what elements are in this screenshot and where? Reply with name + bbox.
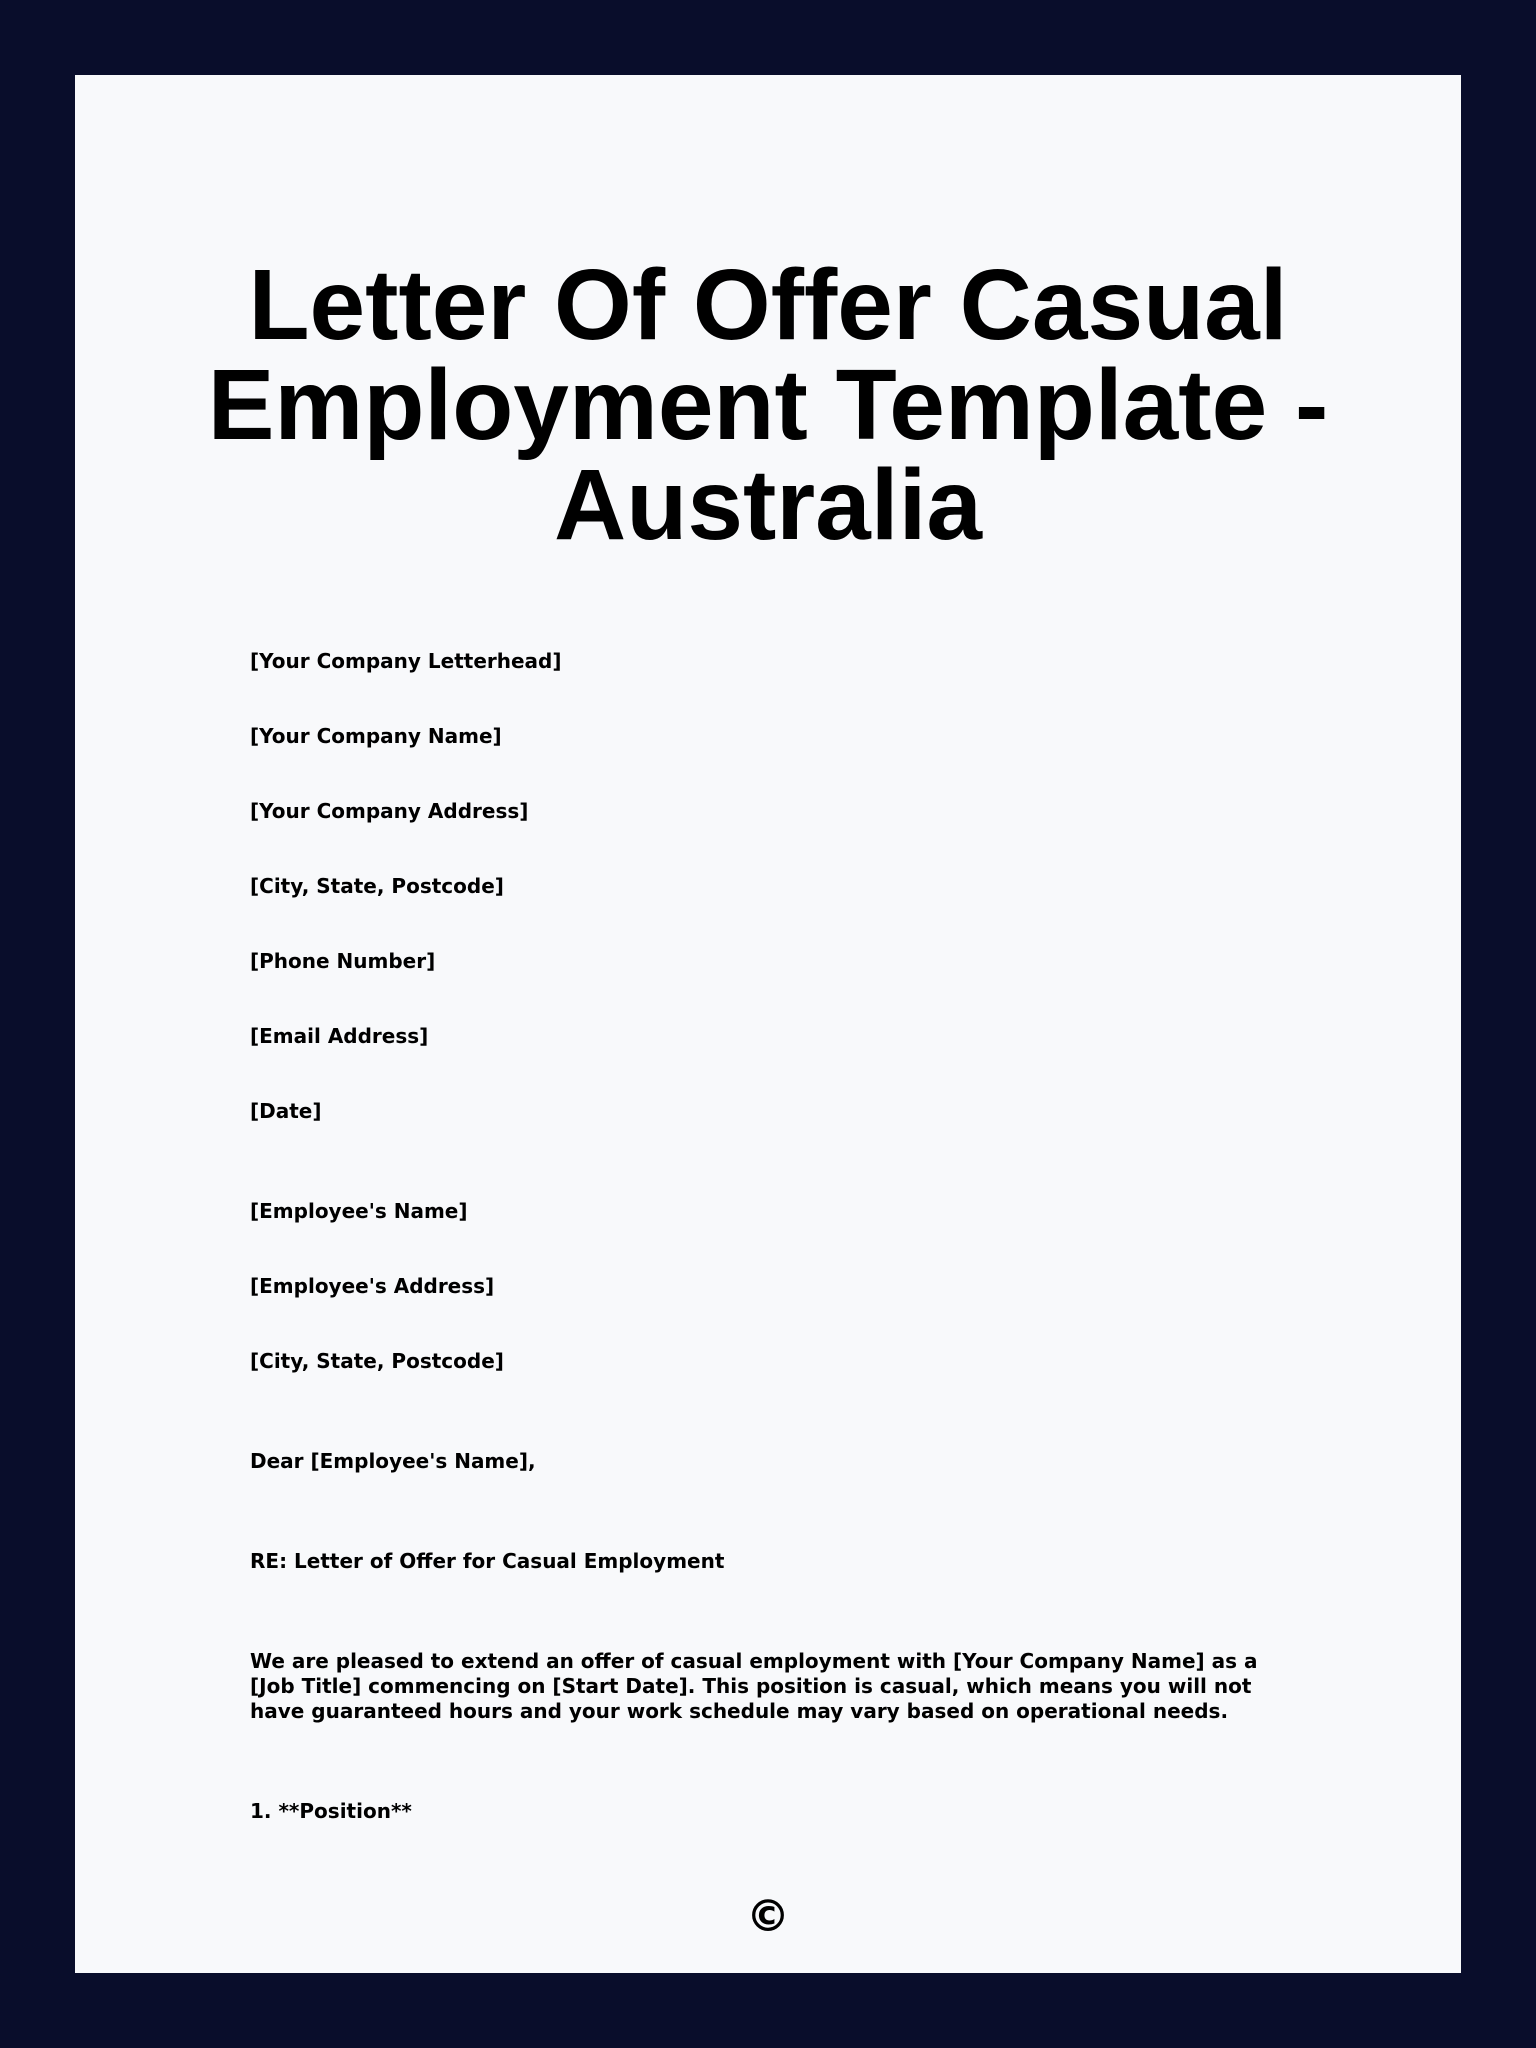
employee-city-state-postcode: [City, State, Postcode] <box>250 1349 504 1373</box>
letter-date: [Date] <box>250 1099 322 1123</box>
employee-address: [Employee's Address] <box>250 1274 495 1298</box>
company-letterhead: [Your Company Letterhead] <box>250 649 562 673</box>
company-city-state-postcode: [City, State, Postcode] <box>250 874 504 898</box>
employee-name: [Employee's Name] <box>250 1199 468 1223</box>
document-title: Letter Of Offer Casual Employment Template - Australia <box>207 249 1329 561</box>
company-address: [Your Company Address] <box>250 799 529 823</box>
section-1-heading: 1. **Position** <box>250 1799 412 1823</box>
copyright-icon: © <box>746 1891 790 1942</box>
document-page <box>75 75 1461 1973</box>
re-line: RE: Letter of Offer for Casual Employment <box>250 1549 725 1573</box>
intro-paragraph: We are pleased to extend an offer of casual employment with [Your Company Name] as a [Job Title] commencing on [Start Date]. This position is casual, which means you will not have guaranteed hours and your work schedule may vary based on operational needs. <box>250 1649 1258 1723</box>
phone-number: [Phone Number] <box>250 949 436 973</box>
salutation: Dear [Employee's Name], <box>250 1449 536 1473</box>
email-address: [Email Address] <box>250 1024 429 1048</box>
company-name: [Your Company Name] <box>250 724 502 748</box>
